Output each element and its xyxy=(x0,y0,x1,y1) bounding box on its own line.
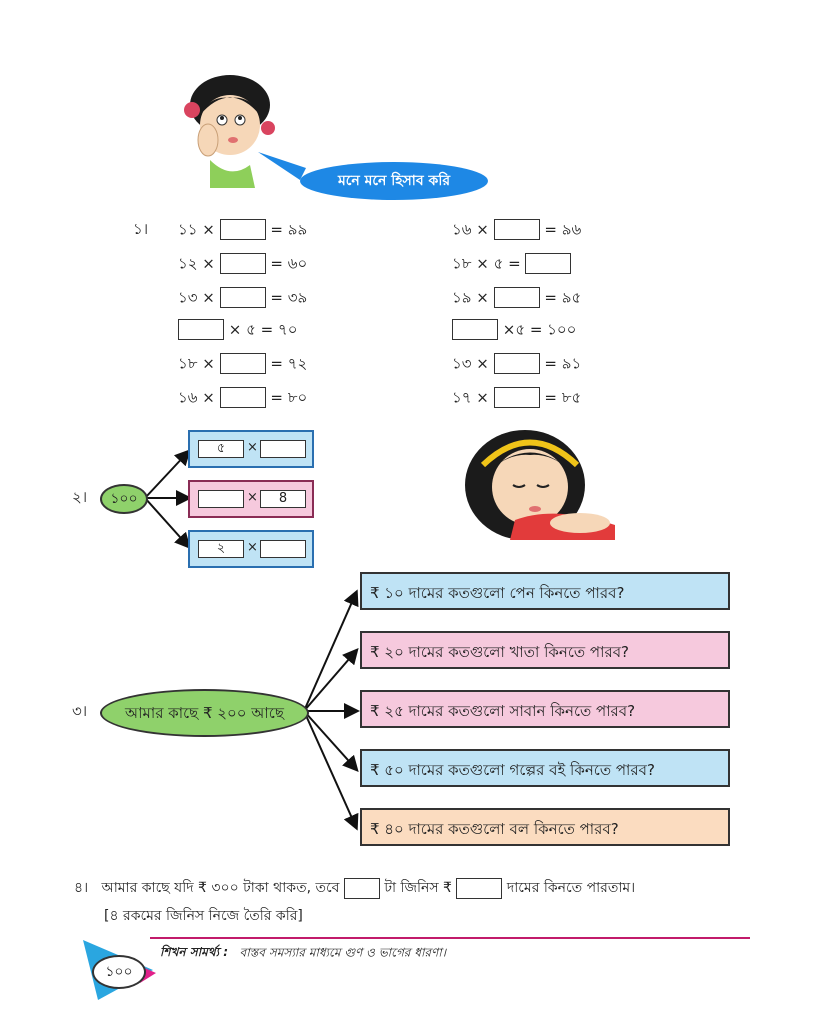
q4-text-2: টা জিনিস ₹ xyxy=(384,880,452,896)
q2-box-2-right[interactable]: 8 xyxy=(260,490,306,508)
q1-left-factor: ১৩ × xyxy=(178,288,215,307)
q1-right-answer-box[interactable] xyxy=(452,319,498,340)
q1-right-factor: ১৭ × xyxy=(452,388,489,407)
q2-box-3-op: × xyxy=(247,540,258,555)
q2-box-3-left[interactable]: ২ xyxy=(198,540,244,558)
q1-left-factor: ১৬ × xyxy=(178,388,215,407)
q1-left-row xyxy=(178,352,307,374)
q1-left-row xyxy=(178,218,307,240)
q1-left-answer-box[interactable] xyxy=(220,253,266,274)
page-number: ১০০ xyxy=(92,955,146,989)
q1-left-factor: ১২ × xyxy=(178,254,215,273)
q1-left-factor: ১৮ × xyxy=(178,354,215,373)
q1-left-result: = ৯৯ xyxy=(270,220,308,239)
q1-right-result: ×৫ = ১০০ xyxy=(502,320,577,339)
q3-number: ৩। xyxy=(72,702,88,720)
footer-line xyxy=(160,941,446,963)
q2-box-1-left[interactable]: ৫ xyxy=(198,440,244,458)
q2-center-oval: ১০০ xyxy=(100,484,148,514)
q3-item-notebook: ₹ ২০ দামের কতগুলো খাতা কিনতে পারব? xyxy=(360,631,730,669)
q2-box-1-op: × xyxy=(247,440,258,455)
q1-left-result: × ৫ = ৭০ xyxy=(228,320,298,339)
q1-right-factor: ১৩ × xyxy=(452,354,489,373)
q3-item-soap: ₹ ২৫ দামের কতগুলো সাবান কিনতে পারব? xyxy=(360,690,730,728)
q1-left-answer-box[interactable] xyxy=(220,353,266,374)
q1-right-row xyxy=(452,386,581,408)
q3-arrows xyxy=(300,585,365,835)
bubble-tail xyxy=(258,150,308,180)
q1-right-result: = ৯১ xyxy=(544,354,582,373)
resting-girl-illustration xyxy=(455,425,620,540)
q1-left-result: = ৩৯ xyxy=(270,288,308,307)
q4-count-box[interactable] xyxy=(344,878,380,899)
q2-box-1 xyxy=(188,430,314,468)
q1-left-result: = ৭২ xyxy=(270,354,308,373)
footer-divider xyxy=(150,937,750,939)
q2-number: ২। xyxy=(72,488,88,506)
q2-box-2 xyxy=(188,480,314,518)
q1-left-answer-box[interactable] xyxy=(220,219,266,240)
q1-left-row xyxy=(178,252,307,274)
q1-right-result: = ৮৫ xyxy=(544,388,582,407)
speech-bubble: মনে মনে হিসাব করি xyxy=(300,162,488,200)
q3-item-ball: ₹ ৪০ দামের কতগুলো বল কিনতে পারব? xyxy=(360,808,730,846)
footer-text: বাস্তব সমস্যার মাধ্যমে গুণ ও ভাগের ধারণা। xyxy=(239,945,447,960)
q1-left-row xyxy=(178,286,307,308)
q4-text-1: আমার কাছে যদি ₹ ৩০০ টাকা থাকত, তবে xyxy=(101,880,340,896)
q1-left-result: = ৬০ xyxy=(270,254,308,273)
q1-number: ১। xyxy=(133,220,149,238)
q1-right-answer-box[interactable] xyxy=(494,287,540,308)
q1-right-row xyxy=(452,218,581,240)
q1-right-row xyxy=(452,318,576,340)
q1-right-factor: ১৮ × ৫ = xyxy=(452,254,521,273)
q1-right-factor: ১৬ × xyxy=(452,220,489,239)
q1-right-answer-box[interactable] xyxy=(494,219,540,240)
q1-right-answer-box[interactable] xyxy=(525,253,571,274)
q1-right-factor: ১৯ × xyxy=(452,288,489,307)
q1-left-factor: ১১ × xyxy=(178,220,215,239)
q1-right-result: = ৯৬ xyxy=(544,220,582,239)
q1-right-row xyxy=(452,352,581,374)
q1-left-result: = ৮০ xyxy=(270,388,308,407)
q4-text-3: দামের কিনতে পারতাম। xyxy=(506,880,636,896)
q1-right-row xyxy=(452,286,581,308)
q2-box-3-right[interactable] xyxy=(260,540,306,558)
q4-line xyxy=(74,877,635,899)
q3-item-pen: ₹ ১০ দামের কতগুলো পেন কিনতে পারব? xyxy=(360,572,730,610)
q1-left-answer-box[interactable] xyxy=(220,387,266,408)
q4-price-box[interactable] xyxy=(456,878,502,899)
q1-right-answer-box[interactable] xyxy=(494,353,540,374)
q4-number: ৪। xyxy=(74,880,89,896)
q1-left-answer-box[interactable] xyxy=(220,287,266,308)
q2-box-2-left[interactable] xyxy=(198,490,244,508)
q1-right-row xyxy=(452,252,571,274)
q1-left-row xyxy=(178,386,307,408)
q4-note: [৪ রকমের জিনিস নিজে তৈরি করি] xyxy=(104,908,303,924)
q1-right-answer-box[interactable] xyxy=(494,387,540,408)
q3-item-storybook: ₹ ৫০ দামের কতগুলো গল্পের বই কিনতে পারব? xyxy=(360,749,730,787)
q3-center-oval: আমার কাছে ₹ ২০০ আছে xyxy=(100,689,309,737)
q2-box-2-op: × xyxy=(247,490,258,505)
footer-label: শিখন সামর্থ্য : xyxy=(160,945,229,959)
q1-right-result: = ৯৫ xyxy=(544,288,582,307)
q2-box-1-right[interactable] xyxy=(260,440,306,458)
q1-left-row xyxy=(178,318,297,340)
q2-box-3 xyxy=(188,530,314,568)
q1-left-answer-box[interactable] xyxy=(178,319,224,340)
